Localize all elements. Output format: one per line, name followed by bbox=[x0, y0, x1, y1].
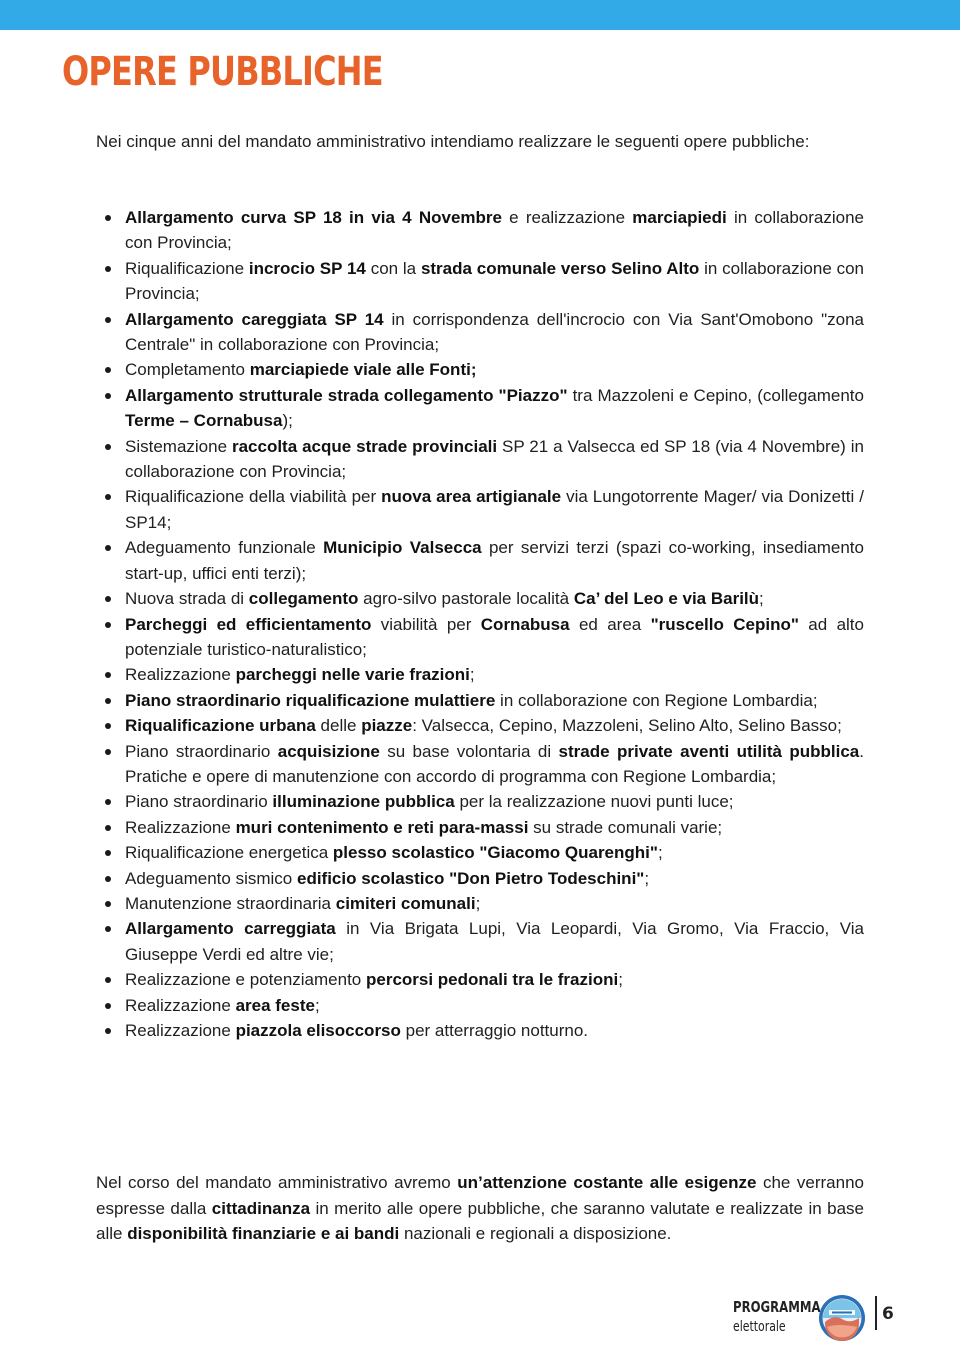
bold-text: incrocio SP 14 bbox=[248, 258, 366, 278]
text: ; bbox=[657, 843, 663, 863]
list-item bbox=[96, 586, 864, 611]
text: in collaborazione con Provincia; bbox=[125, 258, 864, 304]
list-item bbox=[96, 612, 864, 663]
bullet-icon bbox=[105, 444, 111, 450]
bold-text: raccolta acque strade provinciali bbox=[231, 436, 498, 456]
bold-text: piazze bbox=[361, 716, 413, 736]
public-works-list bbox=[96, 205, 864, 1043]
bold-text: marciapiedi bbox=[632, 208, 727, 227]
list-item bbox=[96, 688, 864, 713]
bold-text: Terme – Cornabusa bbox=[125, 411, 283, 431]
bold-text: nuova area artigianale bbox=[381, 487, 562, 507]
bullet-icon bbox=[105, 850, 111, 856]
bold-text: Allargamento curva SP 18 in via 4 Novembre bbox=[125, 208, 502, 227]
text: Riqualificazione energetica bbox=[125, 843, 333, 863]
page-number: 6 bbox=[882, 1304, 894, 1324]
text: tra Mazzoleni e Cepino, (collegamento bbox=[567, 385, 864, 405]
text: Realizzazione e potenziamento bbox=[125, 970, 366, 990]
list-item bbox=[96, 357, 864, 382]
text: ed area bbox=[569, 614, 651, 634]
bold-text: disponibilità finanziarie e ai bandi bbox=[127, 1224, 400, 1243]
list-item bbox=[96, 484, 864, 535]
bold-text: plesso scolastico "Giacomo Quarenghi" bbox=[332, 843, 658, 863]
footer-electoral-label: elettorale bbox=[733, 1319, 786, 1335]
text: e realizzazione bbox=[501, 208, 633, 227]
text: ad alto potenziale turistico-naturalistico; bbox=[125, 614, 864, 659]
bullet-icon bbox=[105, 494, 111, 500]
bullet-icon bbox=[105, 723, 111, 729]
bold-text: piazzola elisoccorso bbox=[235, 1021, 401, 1040]
bold-text: cittadinanza bbox=[211, 1198, 311, 1218]
list-item bbox=[96, 383, 864, 434]
bold-text: Piano straordinario riqualificazione mulattiere bbox=[125, 690, 496, 710]
bullet-icon bbox=[105, 545, 111, 551]
text: Sistemazione bbox=[125, 436, 232, 456]
text: Realizzazione bbox=[125, 817, 236, 837]
bullet-icon bbox=[105, 317, 111, 323]
bold-text: strade private aventi utilità pubblica bbox=[558, 741, 860, 761]
bold-text: acquisizione bbox=[277, 741, 380, 761]
text: ); bbox=[282, 411, 293, 431]
text: Riqualificazione bbox=[125, 258, 249, 278]
list-item bbox=[96, 434, 864, 485]
text: ; bbox=[759, 589, 764, 609]
bullet-icon bbox=[105, 1028, 111, 1034]
text: in Via Brigata Lupi, Via Leopardi, Via Gromo, Via Fraccio, Via Giuseppe Verdi ed altre vie; bbox=[125, 919, 864, 964]
intro-paragraph: Nei cinque anni del mandato amministrativo intendiamo realizzare le seguenti opere pubbliche: bbox=[96, 132, 810, 151]
text: Completamento bbox=[125, 360, 250, 380]
bullet-icon bbox=[105, 367, 111, 373]
text: Riqualificazione della viabilità per bbox=[125, 487, 382, 507]
bullet-icon bbox=[105, 698, 111, 704]
text: per atterraggio notturno. bbox=[400, 1021, 589, 1040]
text: in collaborazione con Provincia; bbox=[125, 208, 864, 253]
text: in corrispondenza dell'incrocio con Via Sant'Omobono "zona Centrale" in collaborazione con Provincia; bbox=[125, 309, 864, 355]
bullet-icon bbox=[105, 1003, 111, 1009]
footer-program-label: PROGRAMMA bbox=[733, 1298, 821, 1316]
bold-text: Riqualificazione urbana bbox=[125, 716, 316, 736]
list-item bbox=[96, 662, 864, 687]
bold-text: area feste bbox=[235, 995, 315, 1015]
text: SP 21 a Valsecca ed SP 18 (via 4 Novembre) in collaborazione con Provincia; bbox=[125, 436, 864, 482]
bullet-icon bbox=[105, 799, 111, 805]
bold-text: muri contenimento e reti para-massi bbox=[235, 817, 529, 837]
text: Adeguamento sismico bbox=[125, 868, 297, 888]
bullet-icon bbox=[105, 672, 111, 678]
list-item bbox=[96, 739, 864, 790]
bold-text: percorsi pedonali tra le frazioni bbox=[365, 970, 619, 990]
text: Piano straordinario bbox=[125, 792, 273, 812]
list-item bbox=[96, 967, 864, 992]
list-item bbox=[96, 840, 864, 865]
bullet-icon bbox=[105, 926, 111, 932]
footer-divider bbox=[875, 1296, 877, 1330]
bullet-icon bbox=[105, 596, 111, 602]
bullet-icon bbox=[105, 393, 111, 399]
text: Nuova strada di bbox=[125, 589, 249, 609]
text: : Valsecca, Cepino, Mazzoleni, Selino Alto, Selino Basso; bbox=[412, 716, 842, 736]
text: nazionali e regionali a disposizione. bbox=[399, 1224, 672, 1243]
text: ; bbox=[644, 868, 650, 888]
text: via Lungotorrente Mager/ via Donizetti / SP14; bbox=[125, 487, 864, 532]
bullet-icon bbox=[105, 215, 111, 221]
list-item bbox=[96, 205, 864, 256]
bullet-icon bbox=[105, 622, 111, 628]
bullet-icon bbox=[105, 901, 111, 907]
list-item bbox=[96, 1018, 864, 1043]
text: Realizzazione bbox=[125, 995, 236, 1015]
bold-text: Cornabusa bbox=[480, 614, 570, 634]
text: su base volontaria di bbox=[379, 741, 559, 761]
bold-text: Allargamento carreggiata bbox=[125, 919, 336, 939]
text: in collaborazione con Regione Lombardia; bbox=[495, 690, 818, 710]
text: Nel corso del mandato amministrativo avremo bbox=[96, 1173, 458, 1192]
top-accent-bar bbox=[0, 0, 960, 30]
text: Piano straordinario bbox=[125, 741, 278, 761]
bullet-icon bbox=[105, 876, 111, 882]
list-item bbox=[96, 815, 864, 840]
bold-text: Parcheggi ed efficientamento bbox=[125, 614, 372, 634]
bullet-icon bbox=[105, 825, 111, 831]
bold-text: parcheggi nelle varie frazioni bbox=[235, 665, 470, 685]
bullet-icon bbox=[105, 977, 111, 983]
closing-paragraph bbox=[96, 1170, 864, 1247]
bold-text: collegamento bbox=[248, 589, 359, 609]
text: Adeguamento funzionale bbox=[125, 538, 324, 558]
text: ; bbox=[314, 995, 320, 1015]
list-item bbox=[96, 307, 864, 358]
list-item bbox=[96, 535, 864, 586]
text: Manutenzione straordinaria bbox=[125, 893, 336, 913]
text: per servizi terzi (spazi co-working, insediamento start-up, uffici enti terzi); bbox=[125, 538, 864, 583]
bold-text: strada comunale verso Selino Alto bbox=[420, 258, 700, 278]
list-item bbox=[96, 866, 864, 891]
list-item bbox=[96, 891, 864, 916]
text: ; bbox=[618, 970, 623, 990]
bold-text: marciapiede viale alle Fonti; bbox=[249, 360, 477, 380]
text: delle bbox=[315, 716, 362, 736]
bullet-icon bbox=[105, 749, 111, 755]
bold-text: Allargamento careggiata SP 14 bbox=[125, 309, 384, 329]
bold-text: edificio scolastico "Don Pietro Todeschini" bbox=[296, 868, 645, 888]
list-item bbox=[96, 256, 864, 307]
bold-text: Allargamento strutturale strada collegamento "Piazzo" bbox=[125, 385, 568, 405]
list-item bbox=[96, 993, 864, 1018]
text: viabilità per bbox=[371, 614, 481, 634]
bold-text: un’attenzione costante alle esigenze bbox=[457, 1173, 757, 1192]
bullet-icon bbox=[105, 266, 111, 272]
text: agro-silvo pastorale località bbox=[358, 589, 574, 609]
text: in merito alle opere pubbliche, che saranno valutate e realizzate in base alle bbox=[96, 1198, 865, 1243]
text: con la bbox=[365, 258, 421, 278]
page-title: OPERE PUBBLICHE bbox=[62, 49, 383, 95]
bold-text: Municipio Valsecca bbox=[323, 538, 482, 558]
text: su strade comunali varie; bbox=[528, 817, 723, 837]
text: Realizzazione bbox=[125, 1021, 236, 1040]
text: Realizzazione bbox=[125, 665, 236, 685]
list-item bbox=[96, 916, 864, 967]
list-item bbox=[96, 789, 864, 814]
text: ; bbox=[469, 665, 475, 685]
text: . Pratiche e opere di manutenzione con accordo di programma con Regione Lombardia; bbox=[125, 741, 864, 786]
bold-text: cimiteri comunali bbox=[335, 893, 476, 913]
bold-text: Ca’ del Leo e via Barilù bbox=[573, 589, 760, 609]
text: ; bbox=[475, 893, 481, 913]
text: per la realizzazione nuovi punti luce; bbox=[454, 792, 734, 812]
election-list-logo-icon bbox=[818, 1294, 866, 1342]
bold-text: illuminazione pubblica bbox=[272, 792, 455, 812]
bold-text: "ruscello Cepino" bbox=[650, 614, 799, 634]
list-item bbox=[96, 713, 864, 738]
page-footer bbox=[0, 1290, 960, 1350]
text: che verranno espresse dalla bbox=[96, 1173, 864, 1218]
